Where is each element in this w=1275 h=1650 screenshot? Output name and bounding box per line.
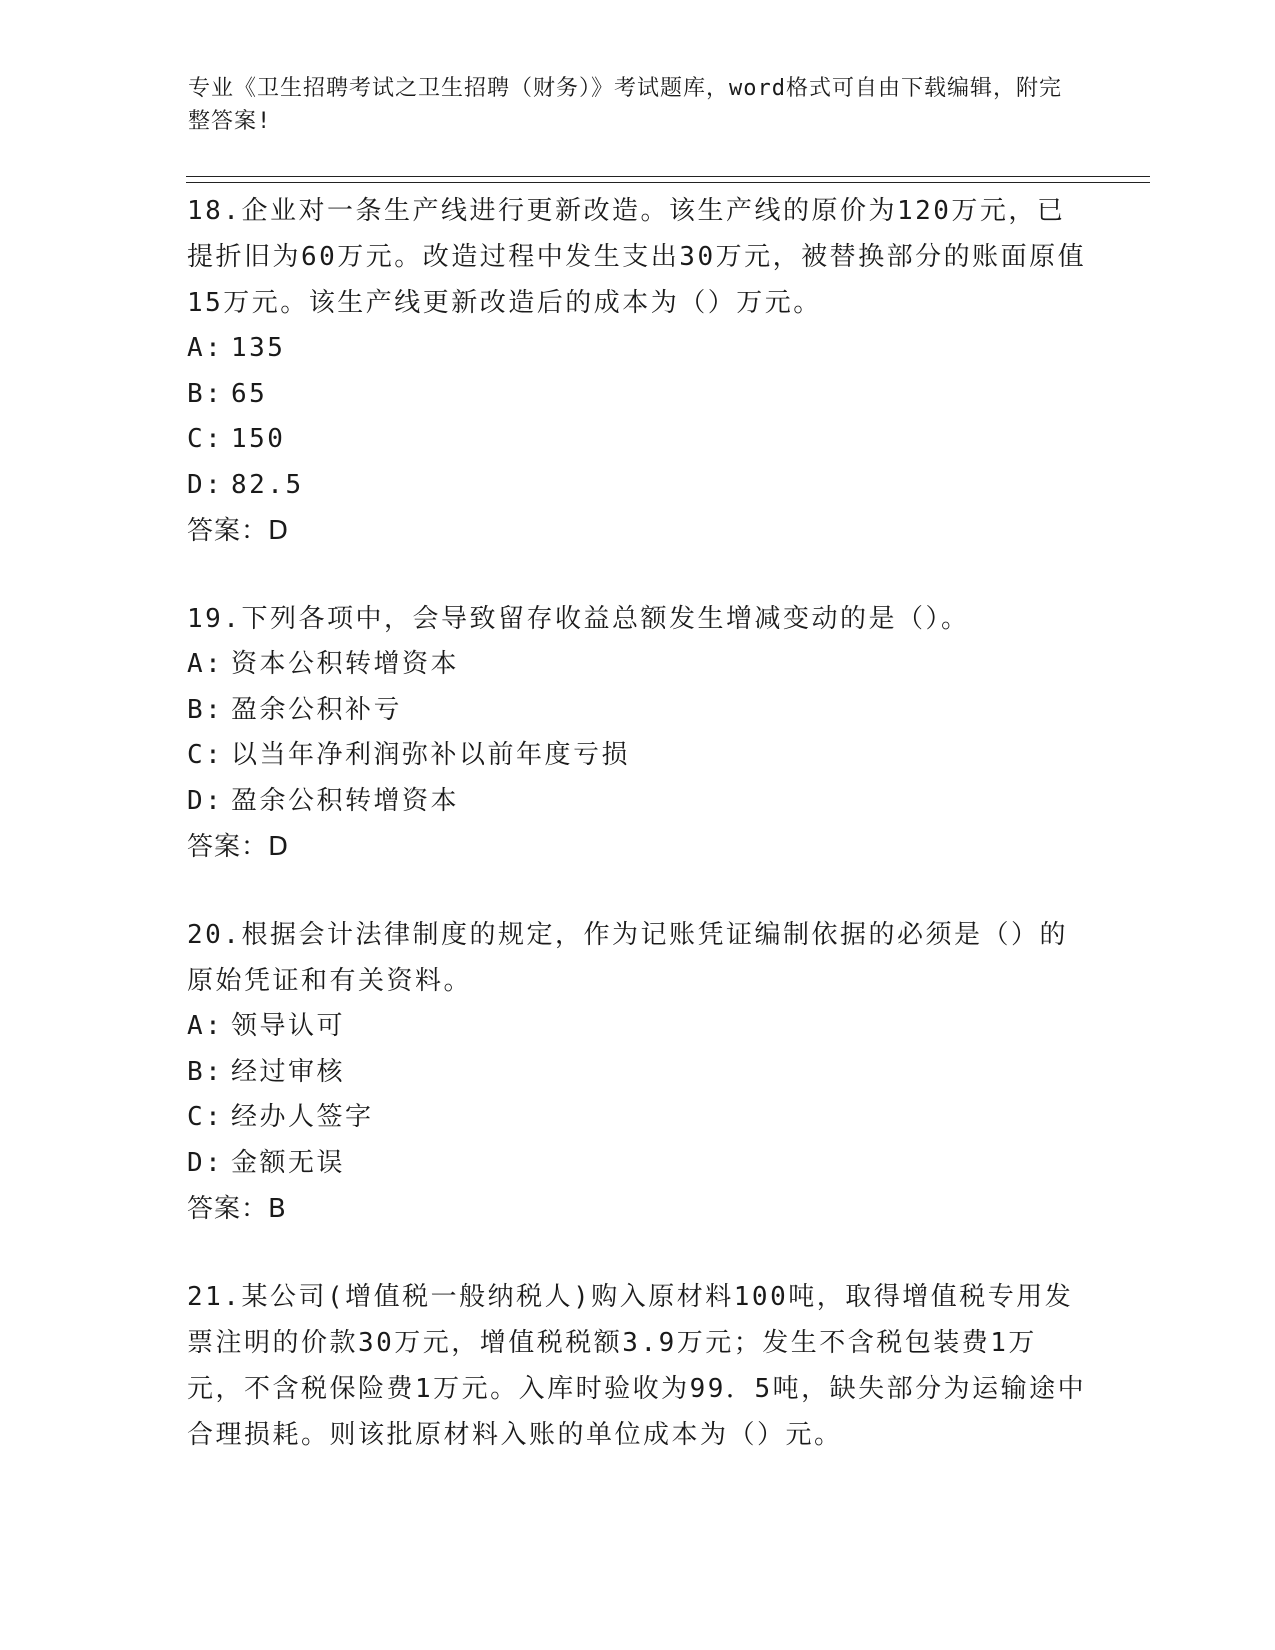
- option-a: [187, 326, 1087, 372]
- answer-line: 答案：D: [187, 516, 290, 546]
- option-b: [187, 688, 1087, 734]
- option-text: 150: [231, 424, 286, 454]
- option-letter: D:: [187, 785, 224, 816]
- option-d: [187, 779, 1087, 825]
- option-letter: A:: [187, 649, 224, 679]
- document-header: 专业《卫生招聘考试之卫生招聘（财务）》考试题库，word格式可自由下载编辑，附完整答案!: [188, 76, 1062, 134]
- question-list: [187, 188, 1087, 1500]
- option-letter: A:: [187, 333, 224, 363]
- option-text: 盈余公积转增资本: [231, 785, 460, 816]
- option-letter: C:: [187, 740, 224, 770]
- question-21: [187, 1274, 1087, 1458]
- question-18: [187, 188, 1087, 554]
- option-letter: D:: [187, 1147, 224, 1178]
- option-text: 以当年净利润弥补以前年度亏损: [231, 740, 631, 770]
- option-text: 领导认可: [231, 1011, 346, 1041]
- option-letter: C:: [187, 1102, 224, 1132]
- question-19: [187, 596, 1087, 870]
- option-letter: D:: [187, 469, 224, 500]
- option-d: [187, 463, 1087, 509]
- option-c: [187, 733, 1087, 779]
- question-stem: 18.企业对一条生产线进行更新改造。该生产线的原价为120万元，已提折旧为60万元。改造过程中发生支出30万元，被替换部分的账面原值15万元。该生产线更新改造后的成本为（）万元。: [187, 196, 1087, 318]
- answer-line: 答案：B: [187, 1194, 287, 1224]
- question-20: [187, 912, 1087, 1232]
- option-text: 经过审核: [231, 1056, 346, 1087]
- option-b: [187, 372, 1087, 418]
- option-c: [187, 417, 1087, 463]
- option-a: [187, 1004, 1087, 1050]
- option-text: 金额无误: [231, 1147, 346, 1178]
- option-text: 资本公积转增资本: [231, 649, 460, 679]
- option-text: 经办人签字: [231, 1102, 374, 1132]
- option-text: 盈余公积补亏: [231, 694, 403, 725]
- option-letter: A:: [187, 1011, 224, 1041]
- header-divider-bottom: [186, 182, 1150, 183]
- question-stem: 21.某公司(增值税一般纳税人)购入原材料100吨，取得增值税专用发票注明的价款30万元，增值税税额3.9万元；发生不含税包装费1万元，不含税保险费1万元。入库时验收为99．5吨，缺失部分为运输途中合理损耗。则该批原材料入账的单位成本为（）元。: [187, 1282, 1087, 1450]
- option-d: [187, 1141, 1087, 1187]
- option-text: 135: [231, 333, 286, 363]
- option-letter: C:: [187, 424, 224, 454]
- option-letter: B:: [187, 378, 224, 409]
- option-a: [187, 642, 1087, 688]
- option-letter: B:: [187, 694, 224, 725]
- option-b: [187, 1050, 1087, 1096]
- option-text: 82.5: [231, 469, 304, 500]
- answer-line: 答案：D: [187, 832, 290, 862]
- option-letter: B:: [187, 1056, 224, 1087]
- option-c: [187, 1095, 1087, 1141]
- question-stem: 19.下列各项中，会导致留存收益总额发生增减变动的是（）。: [187, 604, 970, 634]
- question-stem: 20.根据会计法律制度的规定，作为记账凭证编制依据的必须是（）的原始凭证和有关资料。: [187, 920, 1068, 996]
- option-text: 65: [231, 378, 268, 409]
- header-divider-top: [186, 176, 1150, 177]
